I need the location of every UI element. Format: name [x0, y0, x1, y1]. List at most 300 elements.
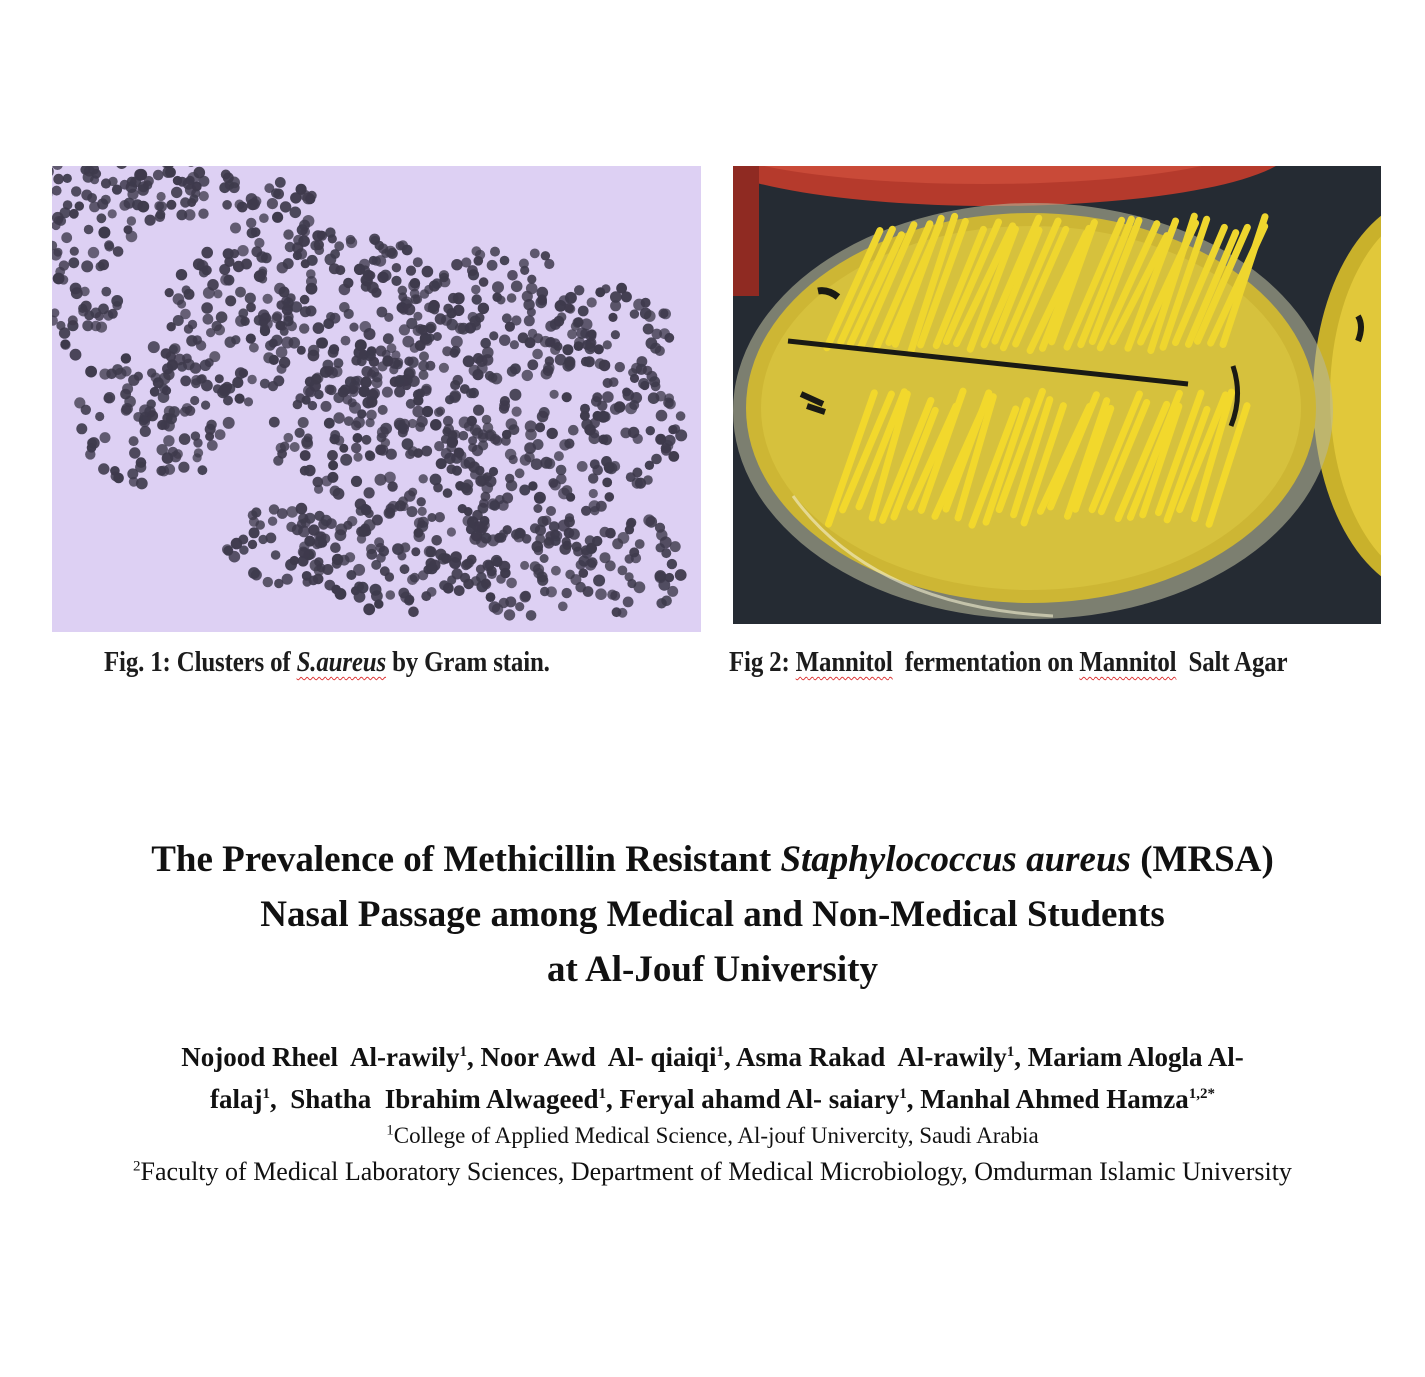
bacterial-cell: [177, 300, 186, 309]
bacterial-cell: [129, 436, 139, 446]
bacterial-cell: [504, 609, 515, 620]
bacterial-cell: [625, 525, 634, 534]
bacterial-cell: [485, 475, 497, 487]
bacterial-cell: [108, 309, 118, 319]
bacterial-cell: [235, 200, 245, 210]
bacterial-cell: [499, 529, 508, 538]
bacterial-cell: [453, 375, 464, 386]
author-7: , Manhal Ahmed Hamza: [906, 1084, 1189, 1114]
bacterial-cell: [314, 240, 324, 250]
bacterial-cell: [147, 368, 156, 377]
bacterial-cell: [95, 412, 104, 421]
bacterial-cell: [212, 321, 222, 331]
bacterial-cell: [610, 403, 622, 415]
bacterial-cell: [431, 535, 442, 546]
bacterial-cell: [470, 424, 481, 435]
bacterial-cell: [182, 354, 192, 364]
bacterial-cell: [346, 235, 356, 245]
bacterial-cell: [418, 507, 427, 516]
bacterial-cell: [121, 353, 131, 363]
bacterial-cell: [597, 411, 609, 423]
bacterial-cell: [127, 468, 138, 479]
bacterial-cell: [490, 434, 501, 445]
bacterial-cell: [190, 396, 199, 405]
bacterial-cell: [157, 192, 166, 201]
bacterial-cell: [463, 579, 474, 590]
bacterial-cell: [338, 387, 349, 398]
bacterial-cell: [406, 399, 416, 409]
bacterial-cell: [434, 441, 444, 451]
bacterial-cell: [568, 425, 579, 436]
bacterial-cell: [251, 507, 261, 517]
bacterial-cell: [497, 296, 506, 305]
caption-1-species: S.aureus: [296, 646, 387, 678]
bacterial-cell: [290, 442, 300, 452]
bacterial-cell: [451, 259, 462, 270]
bacterial-cell: [207, 279, 219, 291]
bacterial-cell: [581, 545, 591, 555]
bacterial-cell: [308, 524, 319, 535]
bacterial-cell: [201, 247, 213, 259]
bacterial-cell: [137, 201, 149, 213]
bacterial-cell: [359, 259, 370, 270]
bacterial-cell: [411, 547, 420, 556]
bacterial-cell: [297, 346, 306, 355]
bacterial-cell: [492, 281, 504, 293]
bacterial-cell: [317, 337, 328, 348]
bacterial-cell: [605, 492, 615, 502]
bacterial-cell: [511, 281, 523, 293]
bacterial-cell: [454, 448, 465, 459]
bacterial-cell: [85, 366, 97, 378]
bacterial-cell: [321, 401, 332, 412]
bacterial-cell: [383, 333, 394, 344]
bacterial-cell: [518, 332, 529, 343]
bacterial-cell: [623, 389, 635, 401]
bacterial-cell: [603, 340, 612, 349]
bacterial-cell: [235, 394, 245, 404]
bacterial-cell: [574, 317, 584, 327]
bacterial-cell: [307, 255, 318, 266]
bacterial-cell: [402, 336, 414, 348]
bacterial-cell: [124, 198, 135, 209]
bacterial-cell: [328, 460, 338, 470]
bacterial-cell: [207, 440, 218, 451]
bacterial-cell: [302, 215, 314, 227]
bacterial-cell: [70, 247, 79, 256]
bacterial-cell: [137, 184, 149, 196]
bacterial-cell: [358, 386, 370, 398]
bacterial-cell: [609, 377, 619, 387]
bacterial-cell: [589, 489, 598, 498]
bacterial-cell: [274, 579, 283, 588]
bacterial-cell: [60, 339, 70, 349]
bacterial-cell: [385, 508, 395, 518]
bacterial-cell: [592, 465, 603, 476]
figure-1-gram-stain-image: [52, 166, 701, 632]
bacterial-cell: [519, 259, 529, 269]
bacterial-cell: [651, 454, 662, 465]
bacterial-cell: [84, 225, 94, 235]
bacterial-cell: [466, 524, 476, 534]
bacterial-cell: [387, 481, 397, 491]
bacterial-cell: [661, 596, 672, 607]
bacterial-cell: [426, 558, 437, 569]
bacterial-cell: [251, 246, 262, 257]
bacterial-cell: [414, 528, 424, 538]
bacterial-cell: [113, 246, 124, 257]
affiliation-1: [0, 1120, 1425, 1152]
bacterial-cell: [446, 308, 456, 318]
bacterial-cell: [263, 352, 274, 363]
paper-title: [0, 832, 1425, 997]
bacterial-cell: [238, 308, 248, 318]
bacterial-cell: [201, 302, 213, 314]
bacterial-cell: [427, 587, 437, 597]
bacterial-cell: [641, 298, 651, 308]
bacterial-cell: [306, 306, 317, 317]
bacterial-cell: [615, 362, 625, 372]
bacterial-cell: [300, 227, 310, 237]
bacterial-cell: [452, 466, 462, 476]
bacterial-cell: [466, 388, 476, 398]
bacterial-cell: [162, 386, 171, 395]
bacterial-cell: [596, 501, 607, 512]
bacterial-cell: [500, 256, 510, 266]
bacterial-cell: [557, 312, 566, 321]
bacterial-cell: [377, 426, 389, 438]
bacterial-cell: [411, 294, 421, 304]
bacterial-cell: [534, 546, 543, 555]
bacterial-cell: [357, 356, 367, 366]
bacterial-cell: [632, 478, 643, 489]
bacterial-cell: [520, 591, 531, 602]
bacterial-cell: [400, 542, 410, 552]
bacterial-cell: [468, 312, 478, 322]
author-6-affil: 1: [899, 1086, 907, 1102]
bacterial-cell: [378, 405, 388, 415]
bacterial-cell: [474, 256, 484, 266]
bacterial-cell: [581, 419, 592, 430]
bacterial-cell: [656, 410, 668, 422]
bacterial-cell: [404, 304, 416, 316]
bacterial-cell: [532, 349, 543, 360]
bacterial-cell: [362, 435, 372, 445]
bacterial-cell: [289, 337, 301, 349]
author-1-affil: 1: [459, 1044, 467, 1060]
bacterial-cell: [460, 459, 470, 469]
bacterial-cell: [489, 601, 501, 613]
bacterial-cell: [387, 343, 397, 353]
bacterial-cell: [511, 315, 521, 325]
bacterial-cell: [628, 368, 637, 377]
bacterial-cell: [245, 293, 256, 304]
bacterial-cell: [419, 370, 429, 380]
bacterial-cell: [283, 258, 294, 269]
bacterial-cell: [280, 442, 290, 452]
bacterial-cell: [565, 357, 574, 366]
bacterial-cell: [206, 420, 216, 430]
bacterial-cell: [193, 438, 202, 447]
bacterial-cell: [562, 588, 572, 598]
bacterial-cell: [566, 493, 575, 502]
bacterial-cell: [351, 476, 362, 487]
bacterial-cell: [223, 275, 234, 286]
bacterial-cell: [601, 456, 612, 467]
bacterial-cell: [268, 381, 278, 391]
bacterial-cell: [246, 218, 256, 228]
bacterial-cell: [308, 401, 317, 410]
bacterial-cell: [491, 373, 503, 385]
bacterial-cell: [602, 478, 612, 488]
bacterial-cell: [97, 213, 107, 223]
bacterial-cell: [610, 300, 621, 311]
bacterial-cell: [98, 227, 110, 239]
bacterial-cell: [63, 200, 73, 210]
bacterial-cell: [607, 590, 617, 600]
gram-stain-micrograph: [52, 166, 701, 632]
bacterial-cell: [643, 514, 655, 526]
bacterial-cell: [486, 592, 496, 602]
bacterial-cell: [283, 316, 293, 326]
bacterial-cell: [225, 337, 236, 348]
bacterial-cell: [601, 284, 610, 293]
bacterial-cell: [52, 186, 62, 196]
bacterial-cell: [670, 541, 681, 552]
bacterial-cell: [473, 405, 484, 416]
bacterial-cell: [97, 198, 108, 209]
bacterial-cell: [325, 227, 335, 237]
bacterial-cell: [395, 375, 405, 385]
bacterial-cell: [193, 453, 202, 462]
bacterial-cell: [542, 516, 552, 526]
bacterial-cell: [463, 355, 475, 367]
bacterial-cell: [509, 424, 520, 435]
bacterial-cell: [370, 584, 382, 596]
bacterial-cell: [601, 434, 612, 445]
bacterial-cell: [419, 351, 429, 361]
bacterial-cell: [424, 546, 435, 557]
bacterial-cell: [121, 405, 132, 416]
bacterial-cell: [305, 387, 316, 398]
bacterial-cell: [569, 528, 580, 539]
bacterial-cell: [479, 277, 489, 287]
bacterial-cell: [71, 186, 81, 196]
bacterial-cell: [421, 446, 432, 457]
bacterial-cell: [554, 451, 564, 461]
bacterial-cell: [427, 513, 436, 522]
bacterial-cell: [223, 396, 233, 406]
bacterial-cell: [524, 442, 536, 454]
bacterial-cell: [81, 301, 92, 312]
bacterial-cell: [535, 525, 546, 536]
bacterial-cell: [515, 602, 524, 611]
bacterial-cell: [511, 529, 521, 539]
bacterial-cell: [478, 440, 488, 450]
bacterial-cell: [96, 262, 105, 271]
bacterial-cell: [71, 287, 83, 299]
bacterial-cell: [330, 313, 341, 324]
bacterial-cell: [459, 431, 469, 441]
bacterial-cell: [258, 309, 270, 321]
affiliation-1-text: College of Applied Medical Science, Al-jouf Univercity, Saudi Arabia: [393, 1123, 1039, 1148]
bacterial-cell: [129, 447, 140, 458]
title-line-1-start: The Prevalence of Methicillin Resistant: [151, 839, 781, 880]
bacterial-cell: [267, 198, 278, 209]
bacterial-cell: [366, 418, 375, 427]
bacterial-cell: [550, 345, 560, 355]
bacterial-cell: [655, 346, 665, 356]
bacterial-cell: [471, 285, 480, 294]
bacterial-cell: [377, 272, 388, 283]
bacterial-cell: [661, 443, 671, 453]
bacterial-cell: [83, 172, 94, 183]
bacterial-cell: [499, 400, 510, 411]
bacterial-cell: [587, 297, 597, 307]
bacterial-cell: [562, 392, 572, 402]
bacterial-cell: [333, 412, 344, 423]
bacterial-cell: [161, 348, 172, 359]
bacterial-cell: [581, 506, 591, 516]
bacterial-cell: [228, 177, 240, 189]
bacterial-cell: [299, 547, 310, 558]
bacterial-cell: [349, 323, 358, 332]
bacterial-cell: [361, 504, 370, 513]
author-3: , Asma Rakad Al-rawily: [724, 1042, 1007, 1072]
bacterial-cell: [356, 526, 366, 536]
bacterial-cell: [244, 397, 253, 406]
bacterial-cell: [454, 585, 465, 596]
bacterial-cell: [648, 392, 660, 404]
bacterial-cell: [298, 417, 309, 428]
bacterial-cell: [101, 287, 111, 297]
bacterial-cell: [198, 209, 208, 219]
bacterial-cell: [68, 315, 78, 325]
title-line-3: at Al-Jouf University: [547, 949, 878, 990]
author-4-cont: falaj: [209, 1084, 263, 1114]
bacterial-cell: [413, 390, 423, 400]
bacterial-cell: [520, 454, 531, 465]
bacterial-cell: [472, 369, 483, 380]
bacterial-cell: [400, 564, 410, 574]
bacterial-cell: [527, 275, 536, 284]
bacterial-cell: [394, 386, 405, 397]
bacterial-cell: [222, 200, 232, 210]
bacterial-cell: [550, 390, 559, 399]
bacterial-cell: [646, 426, 655, 435]
bacterial-cell: [476, 565, 485, 574]
bacterial-cell: [540, 457, 552, 469]
bacterial-cell: [61, 232, 72, 243]
bacterial-cell: [551, 530, 562, 541]
bacterial-cell: [121, 366, 131, 376]
bacterial-cell: [199, 268, 209, 278]
bacterial-cell: [345, 552, 355, 562]
bacterial-cell: [354, 591, 366, 603]
bacterial-cell: [246, 303, 256, 313]
bacterial-cell: [325, 254, 337, 266]
author-4-affil: 1: [262, 1086, 270, 1102]
bacterial-cell: [587, 329, 596, 338]
bacterial-cell: [108, 209, 117, 218]
bacterial-cell: [365, 450, 374, 459]
bacterial-cell: [386, 449, 397, 460]
bacterial-cell: [540, 587, 549, 596]
bacterial-cell: [299, 323, 309, 333]
affiliation-2-text: Faculty of Medical Laboratory Sciences, Department of Medical Microbiology, Omdurman Islamic University: [140, 1157, 1292, 1186]
bacterial-cell: [600, 552, 611, 563]
bacterial-cell: [188, 320, 197, 329]
bacterial-cell: [541, 251, 550, 260]
bacterial-cell: [300, 466, 310, 476]
bacterial-cell: [184, 289, 195, 300]
affiliations: [0, 1120, 1425, 1192]
bacterial-cell: [489, 331, 498, 340]
bacterial-cell: [425, 361, 435, 371]
bacterial-cell: [625, 554, 634, 563]
bacterial-cell: [436, 458, 447, 469]
bacterial-cell: [145, 215, 156, 226]
bacterial-cell: [277, 364, 287, 374]
bacterial-cell: [630, 309, 639, 318]
bacterial-cell: [537, 575, 548, 586]
caption-2-prefix: Fig 2:: [729, 646, 796, 678]
bacterial-cell: [625, 402, 637, 414]
bacterial-cell: [391, 276, 401, 286]
bacterial-cell: [581, 357, 591, 367]
title-species-name: Staphylococcus aureus: [780, 839, 1131, 880]
bacterial-cell: [186, 176, 195, 185]
bacterial-cell: [223, 417, 235, 429]
bacterial-cell: [322, 564, 333, 575]
bacterial-cell: [179, 433, 191, 445]
bacterial-cell: [534, 492, 546, 504]
bacterial-cell: [360, 321, 372, 333]
bacterial-cell: [341, 336, 351, 346]
bacterial-cell: [215, 374, 224, 383]
bacterial-cell: [385, 246, 397, 258]
bacterial-cell: [344, 309, 354, 319]
bacterial-cell: [353, 433, 363, 443]
bacterial-cell: [595, 588, 607, 600]
bacterial-cell: [481, 492, 491, 502]
red-plate-left: [733, 166, 759, 296]
bacterial-cell: [363, 603, 375, 615]
author-6: , Feryal ahamd Al- saiary: [606, 1084, 900, 1114]
bacterial-cell: [490, 247, 500, 257]
bacterial-cell: [273, 189, 284, 200]
author-5: , Shatha Ibrahim Alwageed: [269, 1084, 599, 1114]
caption-1-prefix: Fig. 1: Clusters of: [104, 646, 297, 678]
bacterial-cell: [499, 335, 510, 346]
bacterial-cell: [329, 344, 339, 354]
bacterial-cell: [510, 340, 519, 349]
caption-2-suffix: Salt Agar: [1176, 646, 1288, 678]
bacterial-cell: [586, 343, 595, 352]
bacterial-cell: [249, 343, 259, 353]
bacterial-cell: [480, 338, 491, 349]
bacterial-cell: [237, 245, 248, 256]
author-1: Nojood Rheel Al-rawily: [181, 1042, 460, 1072]
bacterial-cell: [382, 387, 393, 398]
affiliation-2: [0, 1152, 1425, 1192]
bacterial-cell: [69, 209, 79, 219]
bacterial-cell: [476, 355, 488, 367]
bacterial-cell: [63, 174, 72, 183]
bacterial-cell: [85, 449, 95, 459]
bacterial-cell: [157, 420, 167, 430]
bacterial-cell: [565, 570, 575, 580]
